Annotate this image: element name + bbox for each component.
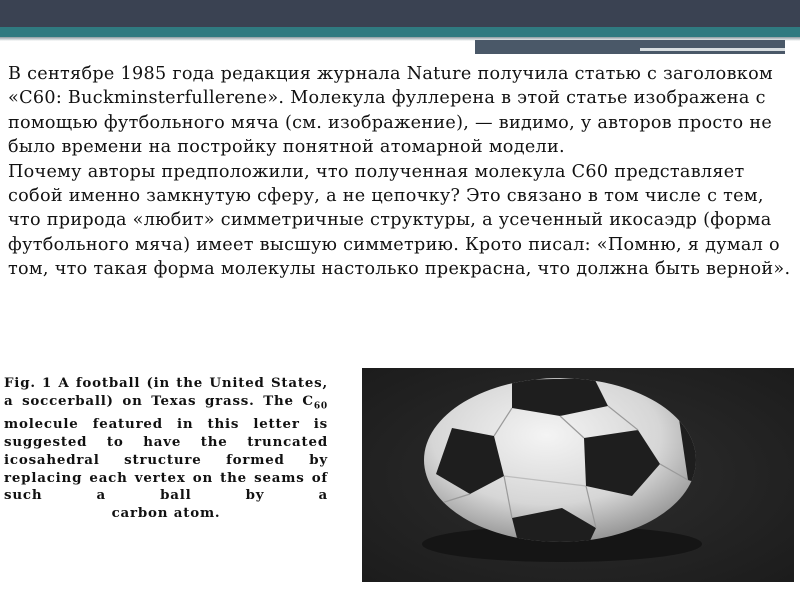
figure-caption-end: carbon atom. [111,505,221,522]
soccer-ball-icon [362,368,794,582]
paragraph-intro: В сентябре 1985 года редакция журнала Nature получила статью с заголовком «C60: Buckminsterfullerene». Молекула фуллерена в этой статье изображена с помощью футбольного мяча (см. изображение), — видимо, у авторов просто не было времени на постройку понятной атомарной модели. [8,64,773,158]
soccer-ball-photo [362,368,794,582]
figure-caption-rest: molecule featured in this letter is suggested to have the truncated icosahedral structure formed by replacing each vertex on the seams of such a ball by a [4,416,328,504]
header-accent-line [640,48,785,51]
header-accent-stripe [0,27,800,37]
header-accent-block [475,40,785,54]
slide-body-text [8,62,794,368]
figure-caption-subscript: 60 [313,401,328,412]
header-bar [0,0,800,27]
figure-label: Fig. 1 [4,375,53,391]
figure-caption-main: A football (in the United States, a soccerball) on Texas grass. The C [4,375,328,409]
figure-caption [4,375,328,523]
paragraph-symmetry: Почему авторы предположили, что полученная молекула C60 представляет собой именно замкнутую сферу, а не цепочку? Это связано в том числе с тем, что природа «любит» симметричные структуры, а усеченный икосаэдр (форма футбольного мяча) имеет высшую симметрию. Крото писал: «Помню, я думал о том, что такая форма молекулы настолько прекрасна, что должна быть верной». [8,161,791,280]
